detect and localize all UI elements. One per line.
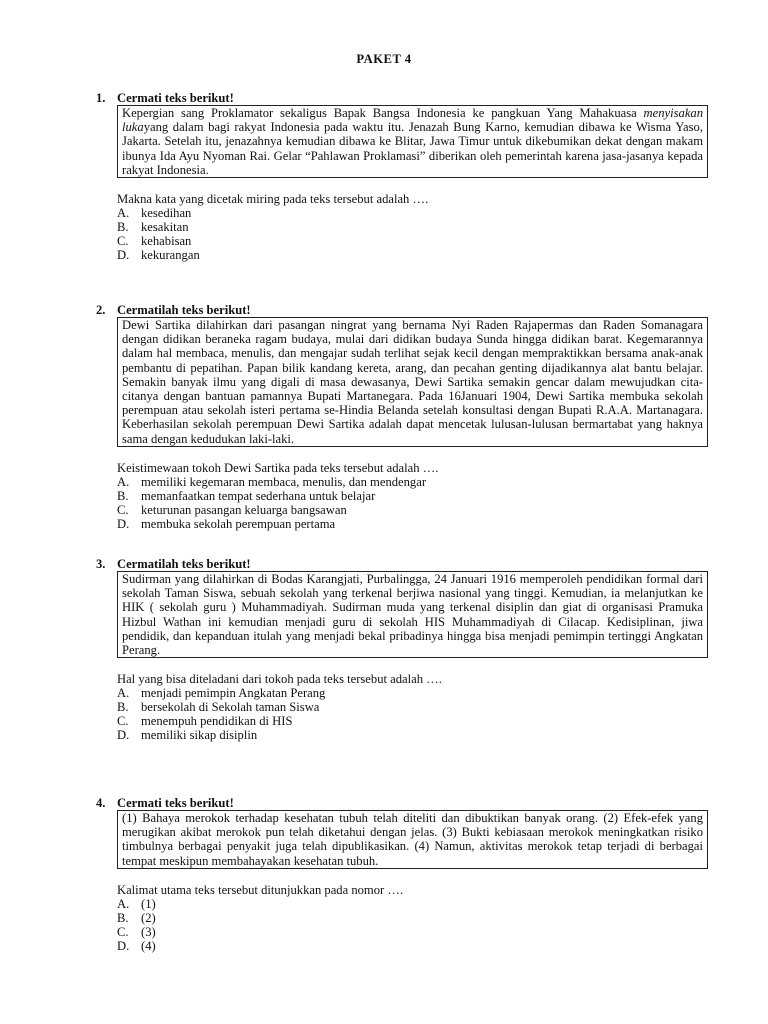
question-3 <box>96 557 708 742</box>
option-text: memiliki kegemaran membaca, menulis, dan mendengar <box>141 474 427 489</box>
answer-option-a[interactable] <box>117 897 708 911</box>
question-heading <box>96 303 708 317</box>
option-text: keturunan pasangan keluarga bangsawan <box>141 502 347 517</box>
option-letter: B. <box>117 488 129 503</box>
passage-text: Sudirman yang dilahirkan di Bodas Karangjati, Purbalingga, 24 Januari 1916 memperoleh pendidikan formal dari sekolah Taman Siswa, sebuah sekolah yang terkenal berjiwa nasional yang tinggi. Kemudian, ia melanjutkan ke HIK ( sekolah guru ) Muhammadiyah. Sudirman muda yang terkenal disiplin dan giat di organisasi Pramuka Hizbul Wathan ini kemudian menjadi guru di sekolah HIS Muhammadiyah di Cilacap. Kedisiplinan, jiwa pendidik, dan kepanduan itulah yang menjadi bekal pribadinya hingga bisa menjadi pemimpin tertinggi Angkatan Perang. <box>122 572 703 658</box>
question-4 <box>96 796 708 953</box>
option-letter: D. <box>117 938 130 953</box>
question-number: 1. <box>96 91 106 105</box>
passage-box <box>117 317 708 447</box>
question-prompt: Kalimat utama teks tersebut ditunjukkan pada nomor …. <box>117 882 404 897</box>
option-letter: A. <box>117 206 130 221</box>
question-heading <box>96 796 708 810</box>
option-text: membuka sekolah perempuan pertama <box>141 516 336 531</box>
answer-option-d[interactable] <box>117 728 708 742</box>
option-letter: A. <box>117 896 130 911</box>
option-letter: A. <box>117 686 130 701</box>
question-prompt: Keistimewaan tokoh Dewi Sartika pada teks tersebut adalah …. <box>117 460 439 475</box>
answer-option-c[interactable] <box>117 714 708 728</box>
question-number: 4. <box>96 796 106 810</box>
answer-option-c[interactable] <box>117 503 708 517</box>
option-text: bersekolah di Sekolah taman Siswa <box>141 700 320 715</box>
passage-text <box>122 106 703 177</box>
answer-option-d[interactable] <box>117 248 708 262</box>
option-letter: C. <box>117 502 129 517</box>
option-letter: C. <box>117 234 129 249</box>
passage-text: (1) Bahaya merokok terhadap kesehatan tubuh telah diteliti dan dibuktikan banyak orang. (2) Efek-efek yang merugikan akibat merokok pun telah diketahui dengan jelas. (3) Bukti kebiasaan merokok meningkatkan risiko timbulnya berbagai penyakit juga telah dipublikasikan. (4) Namun, aktivitas merokok tetap terjadi di berbagai tempat meskipun membahayakan kesehatan tubuh. <box>122 811 703 868</box>
option-text: (4) <box>141 938 156 953</box>
answer-option-b[interactable] <box>117 700 708 714</box>
option-letter: A. <box>117 474 130 489</box>
question-heading <box>96 557 708 571</box>
answer-options <box>117 897 708 953</box>
answer-option-a[interactable] <box>117 475 708 489</box>
passage-text-part: Kepergian sang Proklamator sekaligus Bapak Bangsa Indonesia ke pangkuan Yang Mahakuasa <box>122 106 644 120</box>
answer-options <box>117 475 708 531</box>
italic-phrase: menyisakan luka <box>122 106 703 135</box>
answer-option-c[interactable] <box>117 925 708 939</box>
question-instruction: Cermatilah teks berikut! <box>117 557 251 571</box>
passage-text: Dewi Sartika dilahirkan dari pasangan ningrat yang bernama Nyi Raden Rajapermas dan Raden Somanagara dengan didikan beraneka ragam budaya, mulai dari didikan budaya Sunda hingga didikan barat. Kegemarannya dalam hal membaca, menulis, dan mengajar sudah terlihat sejak kecil dengan mempraktikkan bersama anak-anak pembantu di pepatihan. Papan bilik kandang kereta, arang, dan pecahan genting dijadikannya alat bantu belajar. Semakin banyak ilmu yang digali di masa dewasanya, Dewi Sartika semakin gencar dalam mewujudkan cita-citanya dengan bantuan pamannya Bupati Martanegara. Pada 16Januari 1904, Dewi Sartika membuka sekolah perempuan atau sekolah isteri pertama se-Hindia Belanda setelah konsultasi dengan Bupati R.A.A. Martanagara. Keberhasilan sekolah perempuan Dewi Sartika adalah dapat mencetak lulusan-lulusan bermartabat yang haknya sama dengan kedudukan laki-laki. <box>122 318 703 446</box>
option-text: kesedihan <box>141 206 192 221</box>
option-letter: B. <box>117 220 129 235</box>
passage-text-part: yang dalam bagi rakyat Indonesia pada waktu itu. Jenazah Bung Karno, kemudian dibawa ke Wisma Yaso, Jakarta. Setelah itu, jenazahnya kemudian dibawa ke Blitar, Jawa Timur untuk dikebumikan dekat dengan makam ibunya Ida Ayu Nyoman Rai. Gelar “Pahlawan Proklamasi” diberikan oleh pemerintah karena jasa-jasanya kepada rakyat Indonesia. <box>122 120 703 177</box>
question-number: 3. <box>96 557 106 571</box>
option-letter: D. <box>117 728 130 743</box>
option-letter: B. <box>117 910 129 925</box>
option-text: menempuh pendidikan di HIS <box>141 714 293 729</box>
option-text: kekurangan <box>141 248 200 263</box>
answer-option-c[interactable] <box>117 234 708 248</box>
answer-options <box>117 686 708 742</box>
question-number: 2. <box>96 303 106 317</box>
passage-box <box>117 810 708 869</box>
question-1 <box>96 91 708 262</box>
passage-box <box>117 571 708 658</box>
answer-option-d[interactable] <box>117 939 708 953</box>
question-instruction: Cermati teks berikut! <box>117 91 234 105</box>
option-text: (3) <box>141 924 156 939</box>
option-letter: C. <box>117 924 129 939</box>
answer-option-a[interactable] <box>117 686 708 700</box>
page-title: PAKET 4 <box>356 52 412 66</box>
question-instruction: Cermatilah teks berikut! <box>117 303 251 317</box>
answer-option-a[interactable] <box>117 206 708 220</box>
option-letter: B. <box>117 700 129 715</box>
answer-option-b[interactable] <box>117 911 708 925</box>
option-text: menjadi pemimpin Angkatan Perang <box>141 686 326 701</box>
answer-option-b[interactable] <box>117 220 708 234</box>
option-letter: D. <box>117 516 130 531</box>
option-letter: C. <box>117 714 129 729</box>
option-text: memanfaatkan tempat sederhana untuk belajar <box>141 488 376 503</box>
answer-option-b[interactable] <box>117 489 708 503</box>
question-heading <box>96 91 708 105</box>
question-prompt: Makna kata yang dicetak miring pada teks tersebut adalah …. <box>117 192 429 207</box>
question-prompt: Hal yang bisa diteladani dari tokoh pada teks tersebut adalah …. <box>117 672 442 687</box>
answer-option-d[interactable] <box>117 517 708 531</box>
option-letter: D. <box>117 248 130 263</box>
option-text: kesakitan <box>141 220 189 235</box>
question-2 <box>96 303 708 531</box>
option-text: (2) <box>141 910 156 925</box>
option-text: (1) <box>141 896 156 911</box>
option-text: memiliki sikap disiplin <box>141 728 258 743</box>
question-instruction: Cermati teks berikut! <box>117 796 234 810</box>
passage-box <box>117 105 708 178</box>
option-text: kehabisan <box>141 234 192 249</box>
answer-options <box>117 206 708 262</box>
